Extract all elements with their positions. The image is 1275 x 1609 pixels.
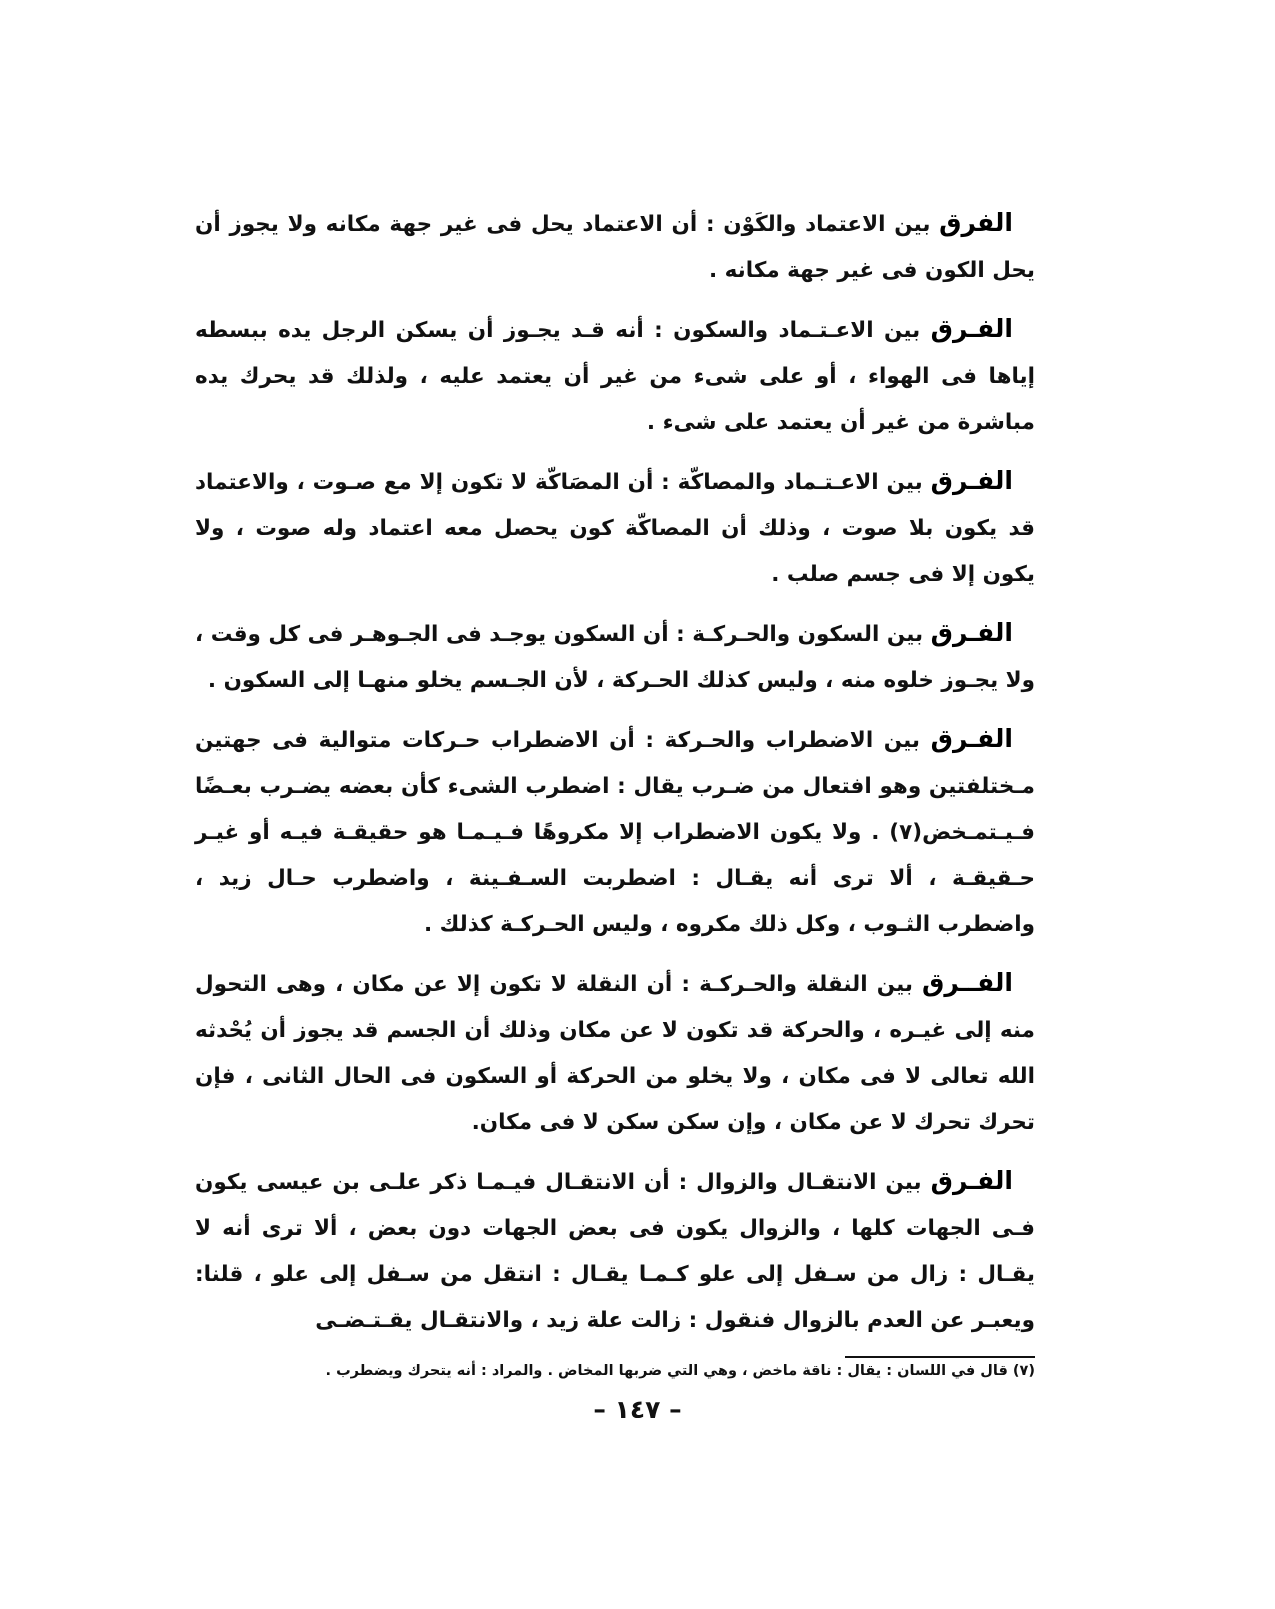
- paragraph-text: بين الاعـتـماد والسكون : أنه قـد يجـوز أن يسكن الرجل يده ببسطه إياها فى الهواء ، أو على شىء من غير أن يعتمد عليه ، ولذلك قد يحرك يده مباشرة من غير أن يعتمد على شىء .: [195, 318, 1035, 435]
- paragraph-5: [195, 716, 1035, 948]
- paragraph-3: [195, 458, 1035, 598]
- paragraph-term: الفـرق: [930, 314, 1013, 343]
- paragraph-4: [195, 610, 1035, 704]
- paragraph-6: [195, 960, 1035, 1146]
- footnote: (٧) قال في اللسان : يقال : ناقة ماخض ، وهي التي ضربها المخاض . والمراد : أنه يتحرك ويضطرب .: [325, 1363, 1035, 1379]
- footnote-divider: [845, 1356, 1035, 1358]
- paragraph-text: بين الاعـتـماد والمصاكّة : أن المصَاكّة لا تكون إلا مع صـوت ، والاعتماد قد يكون بلا صوت ، وذلك أن المصاكّة كون يحصل معه اعتماد وله صوت ، ولا يكون إلا فى جسم صلب .: [195, 470, 1035, 587]
- paragraph-2: [195, 306, 1035, 446]
- document-page: [195, 200, 1035, 1382]
- paragraph-7: [195, 1158, 1035, 1344]
- paragraph-text: بين الانتقـال والزوال : أن الانتقـال فيـمـا ذكر علـى بن عيسى يكون فـى الجهات كلها ، والزوال يكون فى بعض الجهات دون بعض ، ألا ترى أنه لا يقـال : زال من سـفل إلى علو كـمـا يقـال : انتقل من سـفل إلى علو ، قلنا: ويعبـر عن العدم بالزوال فنقول : زالت علة زيد ، والانتقـال يقـتـضـى: [195, 1170, 1035, 1333]
- paragraph-term: الفـرق: [930, 466, 1013, 495]
- paragraph-text: بين الاعتماد والكَوْن : أن الاعتماد يحل فى غير جهة مكانه ولا يجوز أن يحل الكون فى غير جهة مكانه .: [195, 212, 1035, 283]
- paragraph-text: بين الاضطراب والحـركة : أن الاضطراب حـركات متوالية فى جهتين مـختلفتين وهو افتعال من ضـرب يقال : اضطرب الشىء كأن بعضه يضـرب بعـضًا فـيـتمـخض(٧) . ولا يكون الاضطراب إلا مكروهًا فـيـمـا هو حقيقـة فيـه أو غيـر حـقيقـة ، ألا ترى أنه يقـال : اضطربت السـفـينة ، واضطرب حـال زيد ، واضطرب الثـوب ، وكل ذلك مكروه ، وليس الحـركـة كذلك .: [195, 728, 1035, 937]
- paragraph-text: بين السكون والحـركـة : أن السكون يوجـد فى الجـوهـر فى كل وقت ، ولا يجـوز خلوه منه ، وليس كذلك الحـركة ، لأن الجـسم يخلو منهـا إلى السكون .: [195, 622, 1035, 693]
- paragraph-term: الفـرق: [930, 618, 1013, 647]
- paragraph-1: [195, 200, 1035, 294]
- paragraph-term: الفــرق: [922, 968, 1013, 997]
- paragraph-text: بين النقلة والحـركـة : أن النقلة لا تكون إلا عن مكان ، وهى التحول منه إلى غيـره ، والحركة قد تكون لا عن مكان وذلك أن الجسم قد يجوز أن يُحْدثه الله تعالى لا فى مكان ، ولا يخلو من الحركة أو السكون فى الحال الثانى ، فإن تحرك تحرك لا عن مكان ، وإن سكن سكن لا فى مكان.: [195, 972, 1035, 1135]
- paragraph-term: الفـرق: [930, 724, 1013, 753]
- page-number: – ١٤٧ –: [593, 1395, 682, 1424]
- paragraph-term: الفـرق: [930, 1166, 1013, 1195]
- paragraph-term: الفرق: [939, 208, 1013, 237]
